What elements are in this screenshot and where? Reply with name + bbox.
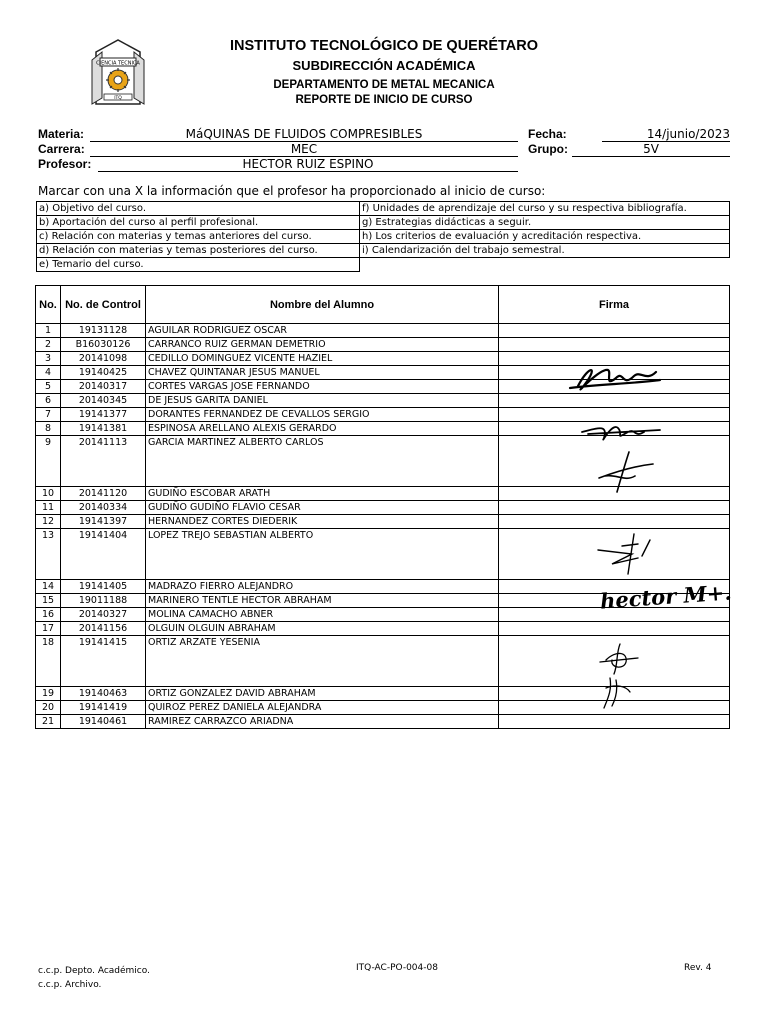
row-student-name: DE JESUS GARITA DANIEL bbox=[146, 394, 499, 408]
row-student-name: GUDIÑO ESCOBAR ARATH bbox=[146, 487, 499, 501]
instructions-text: Marcar con una X la información que el profesor ha proporcionado al inicio de curso: bbox=[38, 184, 546, 198]
row-control-number: 20140327 bbox=[61, 608, 146, 622]
row-student-name: MARINERO TENTLE HECTOR ABRAHAM bbox=[146, 594, 499, 608]
grupo-label: Grupo: bbox=[528, 142, 568, 156]
row-control-number: 20140334 bbox=[61, 501, 146, 515]
row-student-name: ORTIZ GONZALEZ DAVID ABRAHAM bbox=[146, 687, 499, 701]
table-row bbox=[36, 501, 730, 515]
row-number: 2 bbox=[36, 338, 61, 352]
row-number: 7 bbox=[36, 408, 61, 422]
criteria-item: g) Estrategias didácticas a seguir. bbox=[360, 216, 730, 230]
row-number: 1 bbox=[36, 324, 61, 338]
department-title: DEPARTAMENTO DE METAL MECANICA bbox=[273, 79, 495, 91]
criteria-item: i) Calendarización del trabajo semestral. bbox=[360, 244, 730, 258]
row-number: 3 bbox=[36, 352, 61, 366]
table-row bbox=[36, 715, 730, 729]
row-control-number: 19011188 bbox=[61, 594, 146, 608]
criteria-item-empty bbox=[360, 258, 730, 272]
row-number: 19 bbox=[36, 687, 61, 701]
criteria-item: f) Unidades de aprendizaje del curso y su respectiva bibliografía. bbox=[360, 202, 730, 216]
row-student-name: CORTES VARGAS JOSE FERNANDO bbox=[146, 380, 499, 394]
footer-ccp-academic: c.c.p. Depto. Académico. bbox=[38, 966, 150, 976]
row-control-number: 19131128 bbox=[61, 324, 146, 338]
row-number: 18 bbox=[36, 636, 61, 687]
criteria-item: c) Relación con materias y temas anteriores del curso. bbox=[37, 230, 360, 244]
row-signature-cell bbox=[499, 515, 730, 529]
row-control-number: 19141419 bbox=[61, 701, 146, 715]
row-student-name: CARRANCO RUIZ GERMAN DEMETRIO bbox=[146, 338, 499, 352]
row-control-number: 19141415 bbox=[61, 636, 146, 687]
criteria-item: e) Temario del curso. bbox=[37, 258, 360, 272]
row-control-number: 19141377 bbox=[61, 408, 146, 422]
row-control-number: 20141120 bbox=[61, 487, 146, 501]
row-number: 20 bbox=[36, 701, 61, 715]
row-number: 5 bbox=[36, 380, 61, 394]
table-row bbox=[36, 622, 730, 636]
row-student-name: QUIROZ PEREZ DANIELA ALEJANDRA bbox=[146, 701, 499, 715]
signature-row-4 bbox=[560, 358, 670, 398]
row-student-name: LOPEZ TREJO SEBASTIAN ALBERTO bbox=[146, 529, 499, 580]
table-row bbox=[36, 515, 730, 529]
row-student-name: MOLINA CAMACHO ABNER bbox=[146, 608, 499, 622]
row-control-number: 20140317 bbox=[61, 380, 146, 394]
header-firma: Firma bbox=[499, 286, 730, 324]
row-control-number: 19141405 bbox=[61, 580, 146, 594]
row-signature-cell bbox=[499, 338, 730, 352]
row-control-number: 20141156 bbox=[61, 622, 146, 636]
institution-title: INSTITUTO TECNOLÓGICO DE QUERÉTARO bbox=[230, 38, 538, 54]
criteria-item: h) Los criterios de evaluación y acreditación respectiva. bbox=[360, 230, 730, 244]
row-number: 21 bbox=[36, 715, 61, 729]
row-number: 9 bbox=[36, 436, 61, 487]
criteria-item: a) Objetivo del curso. bbox=[37, 202, 360, 216]
carrera-label: Carrera: bbox=[38, 142, 85, 156]
row-student-name: ORTIZ ARZATE YESENIA bbox=[146, 636, 499, 687]
row-student-name: GARCIA MARTINEZ ALBERTO CARLOS bbox=[146, 436, 499, 487]
header-no: No. bbox=[36, 286, 61, 324]
row-number: 4 bbox=[36, 366, 61, 380]
signature-row-15: hector M+. bbox=[599, 579, 733, 614]
row-signature-cell bbox=[499, 715, 730, 729]
fecha-label: Fecha: bbox=[528, 127, 567, 141]
row-student-name: OLGUIN OLGUIN ABRAHAM bbox=[146, 622, 499, 636]
grupo-value: 5V bbox=[572, 142, 730, 157]
row-number: 11 bbox=[36, 501, 61, 515]
row-signature-cell bbox=[499, 622, 730, 636]
row-student-name: RAMIREZ CARRAZCO ARIADNA bbox=[146, 715, 499, 729]
row-number: 14 bbox=[36, 580, 61, 594]
header-name: Nombre del Alumno bbox=[146, 286, 499, 324]
row-control-number: 19140425 bbox=[61, 366, 146, 380]
row-student-name: CHAVEZ QUINTANAR JESUS MANUEL bbox=[146, 366, 499, 380]
institution-logo bbox=[88, 38, 148, 106]
signature-row-13 bbox=[594, 532, 660, 576]
row-control-number: 20141113 bbox=[61, 436, 146, 487]
footer-document-code: ITQ-AC-PO-004-08 bbox=[356, 963, 438, 973]
row-signature-cell bbox=[499, 501, 730, 515]
materia-value: MáQUINAS DE FLUIDOS COMPRESIBLES bbox=[90, 127, 518, 142]
row-student-name: HERNANDEZ CORTES DIEDERIK bbox=[146, 515, 499, 529]
profesor-label: Profesor: bbox=[38, 157, 92, 171]
profesor-value: HECTOR RUIZ ESPINO bbox=[98, 157, 518, 172]
row-control-number: B16030126 bbox=[61, 338, 146, 352]
row-control-number: 19141397 bbox=[61, 515, 146, 529]
row-student-name: MADRAZO FIERRO ALEJANDRO bbox=[146, 580, 499, 594]
carrera-value: MEC bbox=[90, 142, 518, 157]
row-student-name: AGUILAR RODRIGUEZ OSCAR bbox=[146, 324, 499, 338]
row-signature-cell bbox=[499, 324, 730, 338]
table-row bbox=[36, 338, 730, 352]
materia-label: Materia: bbox=[38, 127, 85, 141]
logo-bottom-text: ITQ bbox=[114, 96, 122, 101]
footer-ccp-archive: c.c.p. Archivo. bbox=[38, 980, 102, 990]
footer-revision: Rev. 4 bbox=[684, 963, 712, 973]
subdirection-title: SUBDIRECCIÓN ACADÉMICA bbox=[292, 58, 476, 73]
row-student-name: GUDIÑO GUDIÑO FLAVIO CESAR bbox=[146, 501, 499, 515]
table-row bbox=[36, 324, 730, 338]
fecha-value: 14/junio/2023 bbox=[602, 127, 730, 142]
signature-row-18-19 bbox=[596, 640, 646, 712]
signature-row-9 bbox=[595, 448, 657, 496]
row-number: 6 bbox=[36, 394, 61, 408]
report-title: REPORTE DE INICIO DE CURSO bbox=[295, 94, 473, 106]
row-control-number: 19141381 bbox=[61, 422, 146, 436]
row-control-number: 19140463 bbox=[61, 687, 146, 701]
row-control-number: 19140461 bbox=[61, 715, 146, 729]
header-control: No. de Control bbox=[61, 286, 146, 324]
row-number: 16 bbox=[36, 608, 61, 622]
row-number: 12 bbox=[36, 515, 61, 529]
row-student-name: ESPINOSA ARELLANO ALEXIS GERARDO bbox=[146, 422, 499, 436]
criteria-item: d) Relación con materias y temas posteriores del curso. bbox=[37, 244, 360, 258]
row-number: 15 bbox=[36, 594, 61, 608]
row-number: 13 bbox=[36, 529, 61, 580]
row-control-number: 20140345 bbox=[61, 394, 146, 408]
row-number: 8 bbox=[36, 422, 61, 436]
signature-row-8 bbox=[578, 418, 664, 446]
criteria-table bbox=[36, 201, 730, 272]
row-number: 10 bbox=[36, 487, 61, 501]
row-control-number: 19141404 bbox=[61, 529, 146, 580]
row-number: 17 bbox=[36, 622, 61, 636]
criteria-item: b) Aportación del curso al perfil profesional. bbox=[37, 216, 360, 230]
logo-top-text: CIENCIA TECNICA bbox=[96, 60, 140, 67]
row-control-number: 20141098 bbox=[61, 352, 146, 366]
row-student-name: DORANTES FERNANDEZ DE CEVALLOS SERGIO bbox=[146, 408, 499, 422]
row-student-name: CEDILLO DOMINGUEZ VICENTE HAZIEL bbox=[146, 352, 499, 366]
